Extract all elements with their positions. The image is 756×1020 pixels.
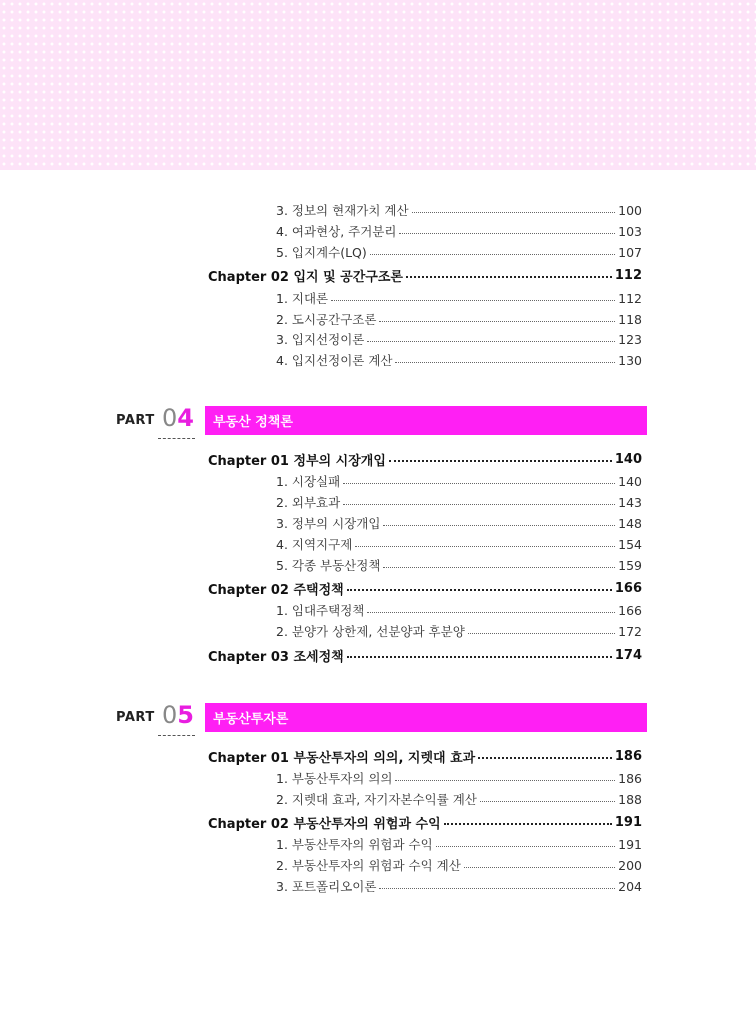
leader-dots bbox=[478, 757, 612, 759]
toc-item[interactable] bbox=[276, 329, 642, 349]
part-title-bar[interactable]: 부동산 정책론 bbox=[205, 406, 647, 435]
toc-page-number: 188 bbox=[618, 791, 642, 807]
toc-chapter-label: Chapter 02 부동산투자의 위험과 수익 bbox=[208, 816, 441, 832]
toc-item[interactable] bbox=[276, 350, 642, 370]
toc-item[interactable] bbox=[276, 288, 642, 308]
toc-chapter[interactable] bbox=[208, 812, 642, 832]
toc-page-number: 148 bbox=[618, 515, 642, 531]
toc-item-label: 1. 지대론 bbox=[276, 291, 329, 306]
leader-dots bbox=[412, 212, 616, 213]
toc-item[interactable] bbox=[276, 834, 642, 854]
part-number-second: 5 bbox=[177, 701, 194, 729]
toc-item-label: 1. 부동산투자의 위험과 수익 bbox=[276, 837, 433, 852]
part-title-bar[interactable]: 부동산투자론 bbox=[205, 703, 647, 732]
toc-chapter-label: Chapter 02 주택정책 bbox=[208, 582, 344, 598]
toc-page-number: 140 bbox=[614, 451, 642, 467]
toc-item-label: 2. 지렛대 효과, 자기자본수익률 계산 bbox=[276, 792, 477, 807]
toc-item[interactable] bbox=[276, 200, 642, 220]
toc-item-label: 3. 입지선정이론 bbox=[276, 332, 365, 347]
toc-item[interactable] bbox=[276, 789, 642, 809]
toc-item-label: 3. 정부의 시장개입 bbox=[276, 516, 381, 531]
toc-item-label: 4. 입지선정이론 계산 bbox=[276, 353, 393, 368]
toc-page-number: 186 bbox=[614, 748, 642, 764]
leader-dots bbox=[367, 341, 615, 342]
toc-item[interactable] bbox=[276, 471, 642, 491]
toc-item-label: 2. 부동산투자의 위험과 수익 계산 bbox=[276, 858, 461, 873]
leader-dots bbox=[355, 546, 615, 547]
toc-chapter[interactable] bbox=[208, 645, 642, 665]
toc-chapter[interactable] bbox=[208, 265, 642, 285]
toc-chapter[interactable] bbox=[208, 578, 642, 598]
toc-page-number: 172 bbox=[618, 623, 642, 639]
toc-item-label: 5. 각종 부동산정책 bbox=[276, 558, 381, 573]
toc-page-number: 174 bbox=[614, 647, 642, 663]
toc-page-number: 107 bbox=[618, 244, 642, 260]
part-number bbox=[162, 404, 194, 432]
decorative-header-band bbox=[0, 0, 756, 170]
leader-dots bbox=[379, 321, 615, 322]
toc-page-number: 112 bbox=[614, 267, 642, 283]
part-number-second: 4 bbox=[177, 404, 194, 432]
toc-item-label: 4. 여과현상, 주거분리 bbox=[276, 224, 397, 239]
toc-item-label: 3. 정보의 현재가치 계산 bbox=[276, 203, 409, 218]
toc-page-number: 103 bbox=[618, 223, 642, 239]
toc-chapter-label: Chapter 03 조세정책 bbox=[208, 649, 344, 665]
toc-item[interactable] bbox=[276, 600, 642, 620]
toc-page-number: 140 bbox=[618, 473, 642, 489]
part-underline bbox=[158, 438, 195, 439]
toc-chapter[interactable] bbox=[208, 746, 642, 766]
toc-page-number: 118 bbox=[618, 311, 642, 327]
leader-dots bbox=[347, 589, 612, 591]
toc-item[interactable] bbox=[276, 855, 642, 875]
toc-page-number: 100 bbox=[618, 202, 642, 218]
leader-dots bbox=[343, 504, 615, 505]
part-number-first: 0 bbox=[162, 701, 178, 729]
part-number-first: 0 bbox=[162, 404, 178, 432]
toc-item-label: 2. 도시공간구조론 bbox=[276, 312, 377, 327]
toc-page-number: 204 bbox=[618, 878, 642, 894]
toc-item[interactable] bbox=[276, 492, 642, 512]
leader-dots bbox=[395, 362, 615, 363]
toc-item[interactable] bbox=[276, 242, 642, 262]
toc-chapter[interactable] bbox=[208, 449, 642, 469]
toc-item-label: 2. 분양가 상한제, 선분양과 후분양 bbox=[276, 624, 465, 639]
leader-dots bbox=[395, 780, 615, 781]
leader-dots bbox=[383, 525, 615, 526]
toc-page-number: 186 bbox=[618, 770, 642, 786]
leader-dots bbox=[480, 801, 615, 802]
leader-dots bbox=[370, 254, 615, 255]
toc-page-number: 123 bbox=[618, 331, 642, 347]
toc-item-label: 1. 시장실패 bbox=[276, 474, 341, 489]
toc-item[interactable] bbox=[276, 555, 642, 575]
leader-dots bbox=[367, 612, 615, 613]
toc-page-number: 154 bbox=[618, 536, 642, 552]
leader-dots bbox=[399, 233, 615, 234]
toc-item[interactable] bbox=[276, 768, 642, 788]
toc-page-number: 130 bbox=[618, 352, 642, 368]
part-label: PART bbox=[116, 413, 155, 428]
toc-chapter-label: Chapter 02 입지 및 공간구조론 bbox=[208, 269, 403, 285]
leader-dots bbox=[444, 823, 612, 825]
leader-dots bbox=[379, 888, 615, 889]
toc-page-number: 143 bbox=[618, 494, 642, 510]
leader-dots bbox=[468, 633, 615, 634]
part-label: PART bbox=[116, 710, 155, 725]
toc-item-label: 5. 입지계수(LQ) bbox=[276, 245, 367, 260]
leader-dots bbox=[347, 656, 612, 658]
toc-item[interactable] bbox=[276, 876, 642, 896]
leader-dots bbox=[406, 276, 612, 278]
leader-dots bbox=[464, 867, 615, 868]
toc-chapter-label: Chapter 01 정부의 시장개입 bbox=[208, 453, 386, 469]
part-underline bbox=[158, 735, 195, 736]
toc-item[interactable] bbox=[276, 621, 642, 641]
part-number bbox=[162, 701, 194, 729]
leader-dots bbox=[436, 846, 615, 847]
toc-page-number: 191 bbox=[618, 836, 642, 852]
toc-page-number: 159 bbox=[618, 557, 642, 573]
toc-item-label: 1. 부동산투자의 의의 bbox=[276, 771, 393, 786]
toc-item-label: 2. 외부효과 bbox=[276, 495, 341, 510]
toc-page-number: 112 bbox=[618, 290, 642, 306]
toc-page-number: 191 bbox=[614, 814, 642, 830]
toc-chapter-label: Chapter 01 부동산투자의 의의, 지렛대 효과 bbox=[208, 750, 476, 766]
toc-item[interactable] bbox=[276, 513, 642, 533]
leader-dots bbox=[331, 300, 615, 301]
toc-page-number: 166 bbox=[618, 602, 642, 618]
leader-dots bbox=[343, 483, 615, 484]
toc-item-label: 3. 포트폴리오이론 bbox=[276, 879, 377, 894]
toc-item-label: 4. 지역지구제 bbox=[276, 537, 353, 552]
toc-item[interactable] bbox=[276, 309, 642, 329]
toc-item[interactable] bbox=[276, 221, 642, 241]
toc-item-label: 1. 임대주택정책 bbox=[276, 603, 365, 618]
toc-item[interactable] bbox=[276, 534, 642, 554]
toc-page-number: 200 bbox=[618, 857, 642, 873]
leader-dots bbox=[389, 460, 612, 462]
leader-dots bbox=[383, 567, 615, 568]
toc-page-number: 166 bbox=[614, 580, 642, 596]
